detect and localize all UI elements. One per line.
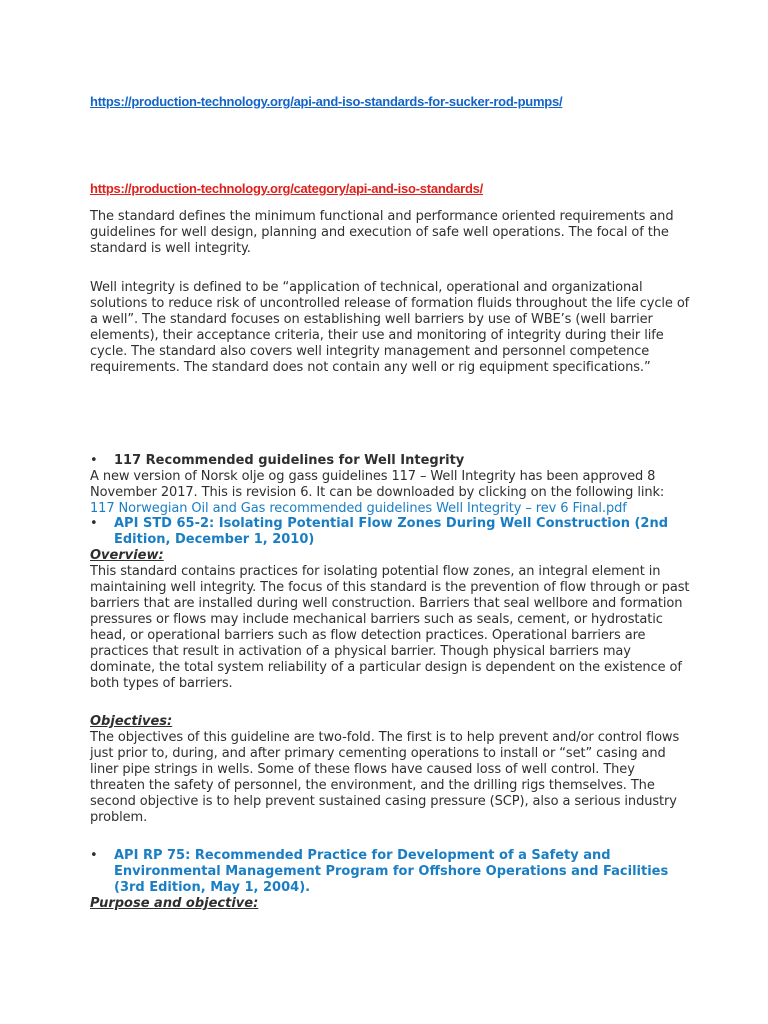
bullet-api-rp-75 [90,848,690,896]
objectives-heading: Objectives: [90,714,173,729]
section-title-117: 117 Recommended guidelines for Well Integrity [114,453,465,468]
purpose-heading: Purpose and objective: [90,896,259,911]
api-iso-standards-category-link[interactable]: https://production-technology.org/category/api-and-iso-standards/ [90,181,484,196]
section-title-api-rp-75[interactable]: API RP 75: Recommended Practice for Development of a Safety and Environmental Management Program for Offshore Operations and Facilities (3rd Edition, May 1, 2004). [114,848,669,895]
overview-paragraph: This standard contains practices for isolating potential flow zones, an integral element in maintaining well integrity. The focus of this standard is the prevention of flow through or past barriers that are installed during well construction. Barriers that seal wellbore and formation pressures or flows may include mechanical barriers such as seals, cement, or hydrostatic head, or operational barriers such as flow detection practices. Operational barriers are practices that result in activation of a physical barrier. Though physical barriers may dominate, the total system reliability of a particular design is dependent on the existence of both types of barriers. [90,564,690,691]
bullet-117-guidelines [90,453,690,469]
well-integrity-pdf-link[interactable]: 117 Norwegian Oil and Gas recommended guidelines Well Integrity – rev 6 Final.pdf [90,501,627,516]
bullet-marker: • [90,516,98,531]
sucker-rod-pumps-link[interactable]: https://production-technology.org/api-and-iso-standards-for-sucker-rod-pumps/ [90,94,563,109]
objectives-paragraph: The objectives of this guideline are two-fold. The first is to help prevent and/or control flows just prior to, during, and after primary cementing operations to install or “set” casing and liner pipe strings in wells. Some of these flows have caused loss of well control. They threaten the safety of personnel, the environment, and the drilling rigs themselves. The second objective is to help prevent sustained casing pressure (SCP), also a serious industry problem. [90,730,680,825]
intro-paragraph-2: Well integrity is defined to be “application of technical, operational and organizational solutions to reduce risk of uncontrolled release of formation fluids throughout the life cycle of a well”. The standard focuses on establishing well barriers by use of WBE’s (well barrier elements), their acceptance criteria, their use and monitoring of integrity during their life cycle. The standard also covers well integrity management and personnel competence requirements. The standard does not contain any well or rig equipment specifications.” [90,280,690,375]
section-117-body-text: A new version of Norsk olje og gass guidelines 117 – Well Integrity has been approved 8 November 2017. This is revision 6. It can be downloaded by clicking on the following link: [90,469,665,500]
overview-heading: Overview: [90,548,164,563]
intro-paragraph-1: The standard defines the minimum functional and performance oriented requirements and guidelines for well design, planning and execution of safe well operations. The focal of the standard is well integrity. [90,209,674,256]
bullet-api-std-65-2 [90,516,690,548]
bullet-marker: • [90,453,98,468]
section-title-api-65-2[interactable]: API STD 65-2: Isolating Potential Flow Zones During Well Construction (2nd Edition, December 1, 2010) [114,516,669,547]
section-117-body [90,469,690,517]
bullet-marker: • [90,848,98,863]
